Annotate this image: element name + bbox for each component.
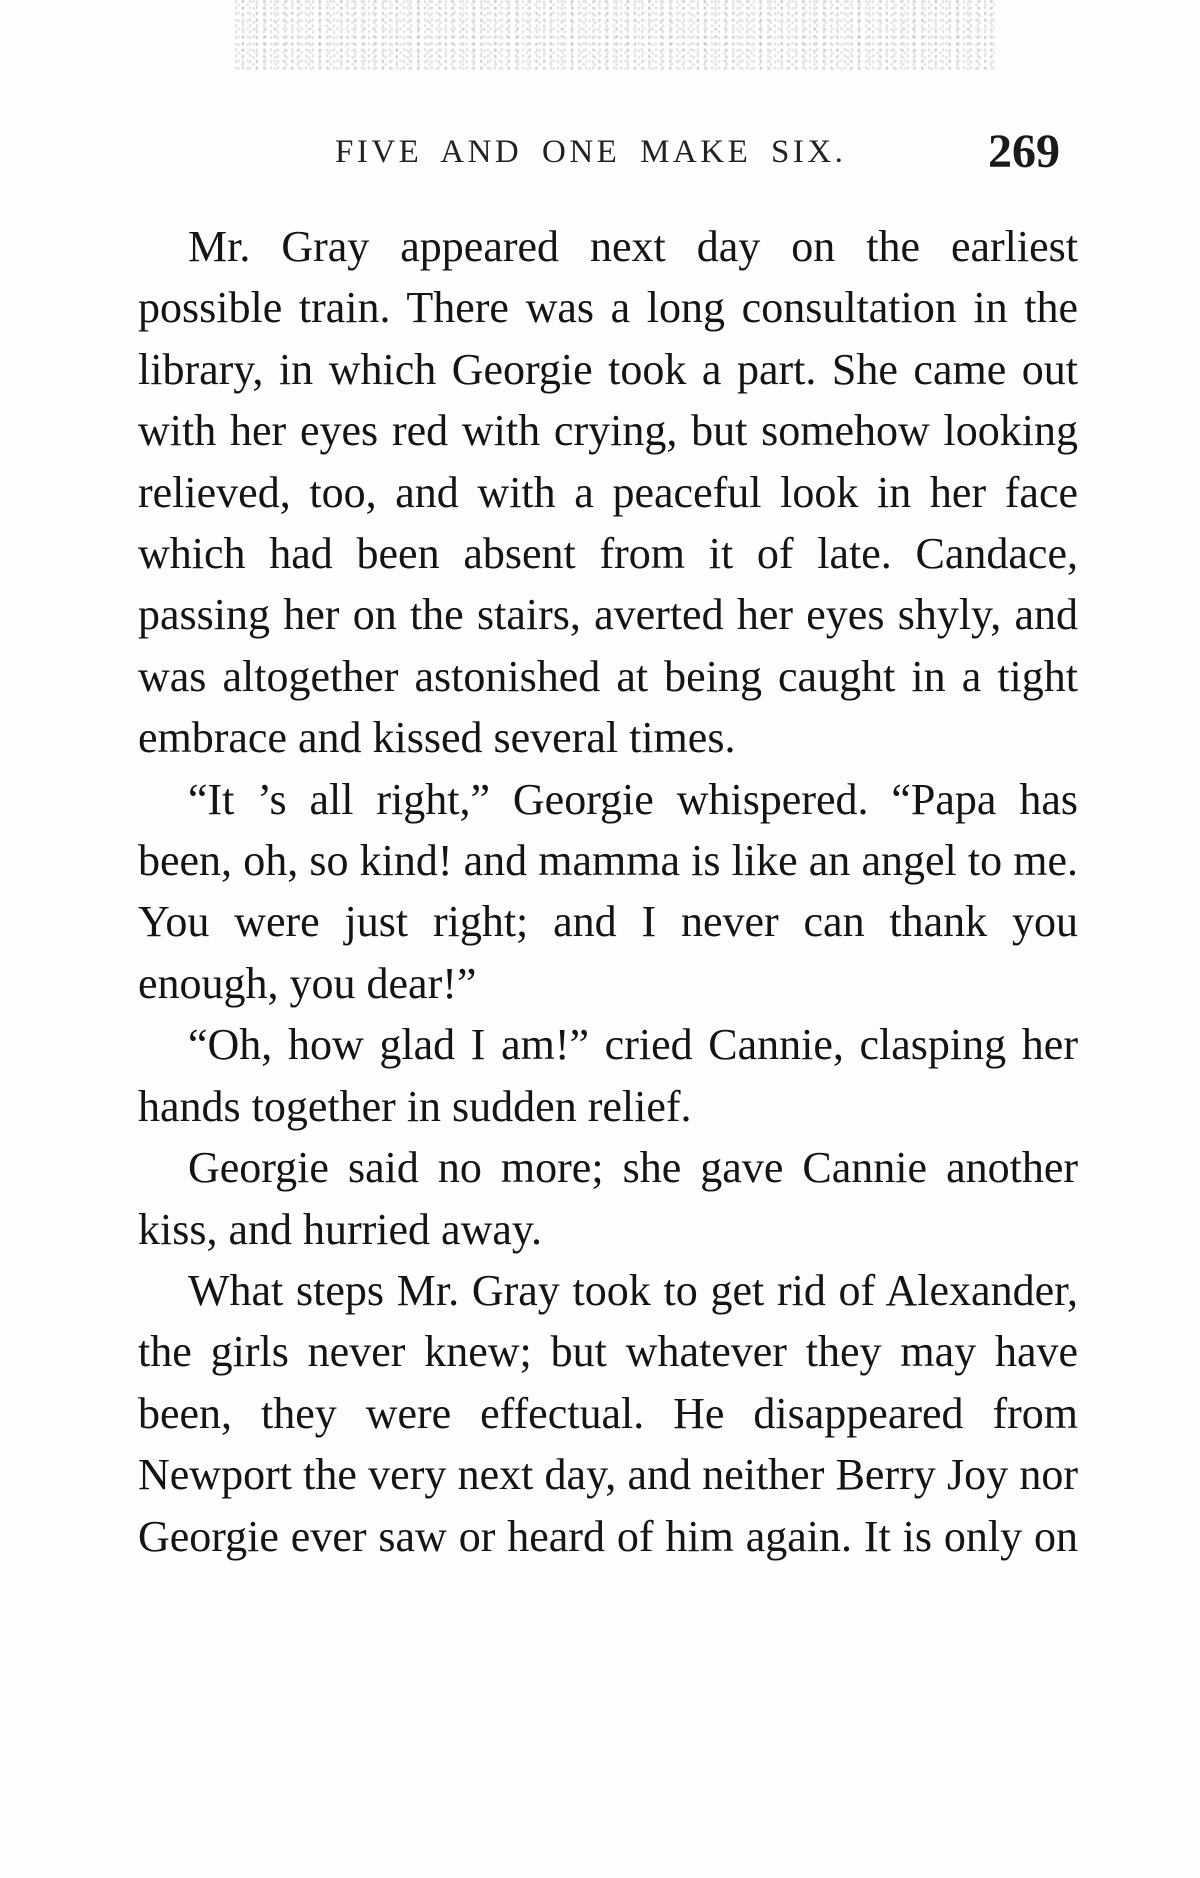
paragraph: Mr. Gray appeared next day on the earliest possible train. There was a long consultation in the library, in which Georgie took a part. She came out with her eyes red with crying, but somehow looking relieved, too, and with a peaceful look in her face which had been absent from it of late. Candace, passing her on the stairs, averted her eyes shyly, and was altogether astonished at being caught in a tight embrace and kissed several times.: [138, 222, 1078, 763]
body-text: [138, 216, 1078, 1567]
print-speckle: [235, 0, 995, 70]
page-number: 269: [988, 125, 1060, 178]
paragraph: “It ’s all right,” Georgie whispered. “Papa has been, oh, so kind! and mamma is like an angel to me. You were just right; and I never can thank you enough, you dear!”: [138, 774, 1078, 1008]
running-title: FIVE AND ONE MAKE SIX.: [335, 134, 847, 170]
paragraph: Georgie said no more; she gave Cannie another kiss, and hurried away.: [138, 1143, 1078, 1254]
paragraph: “Oh, how glad I am!” cried Cannie, clasping her hands together in sudden relief.: [138, 1020, 1078, 1131]
paragraph: What steps Mr. Gray took to get rid of Alexander, the girls never knew; but whatever they may have been, they were effectual. He disappeared from Newport the very next day, and neither Berry Joy nor Georgie ever saw or heard of him again. It is only on: [138, 1265, 1078, 1561]
page-header: [0, 124, 1200, 184]
